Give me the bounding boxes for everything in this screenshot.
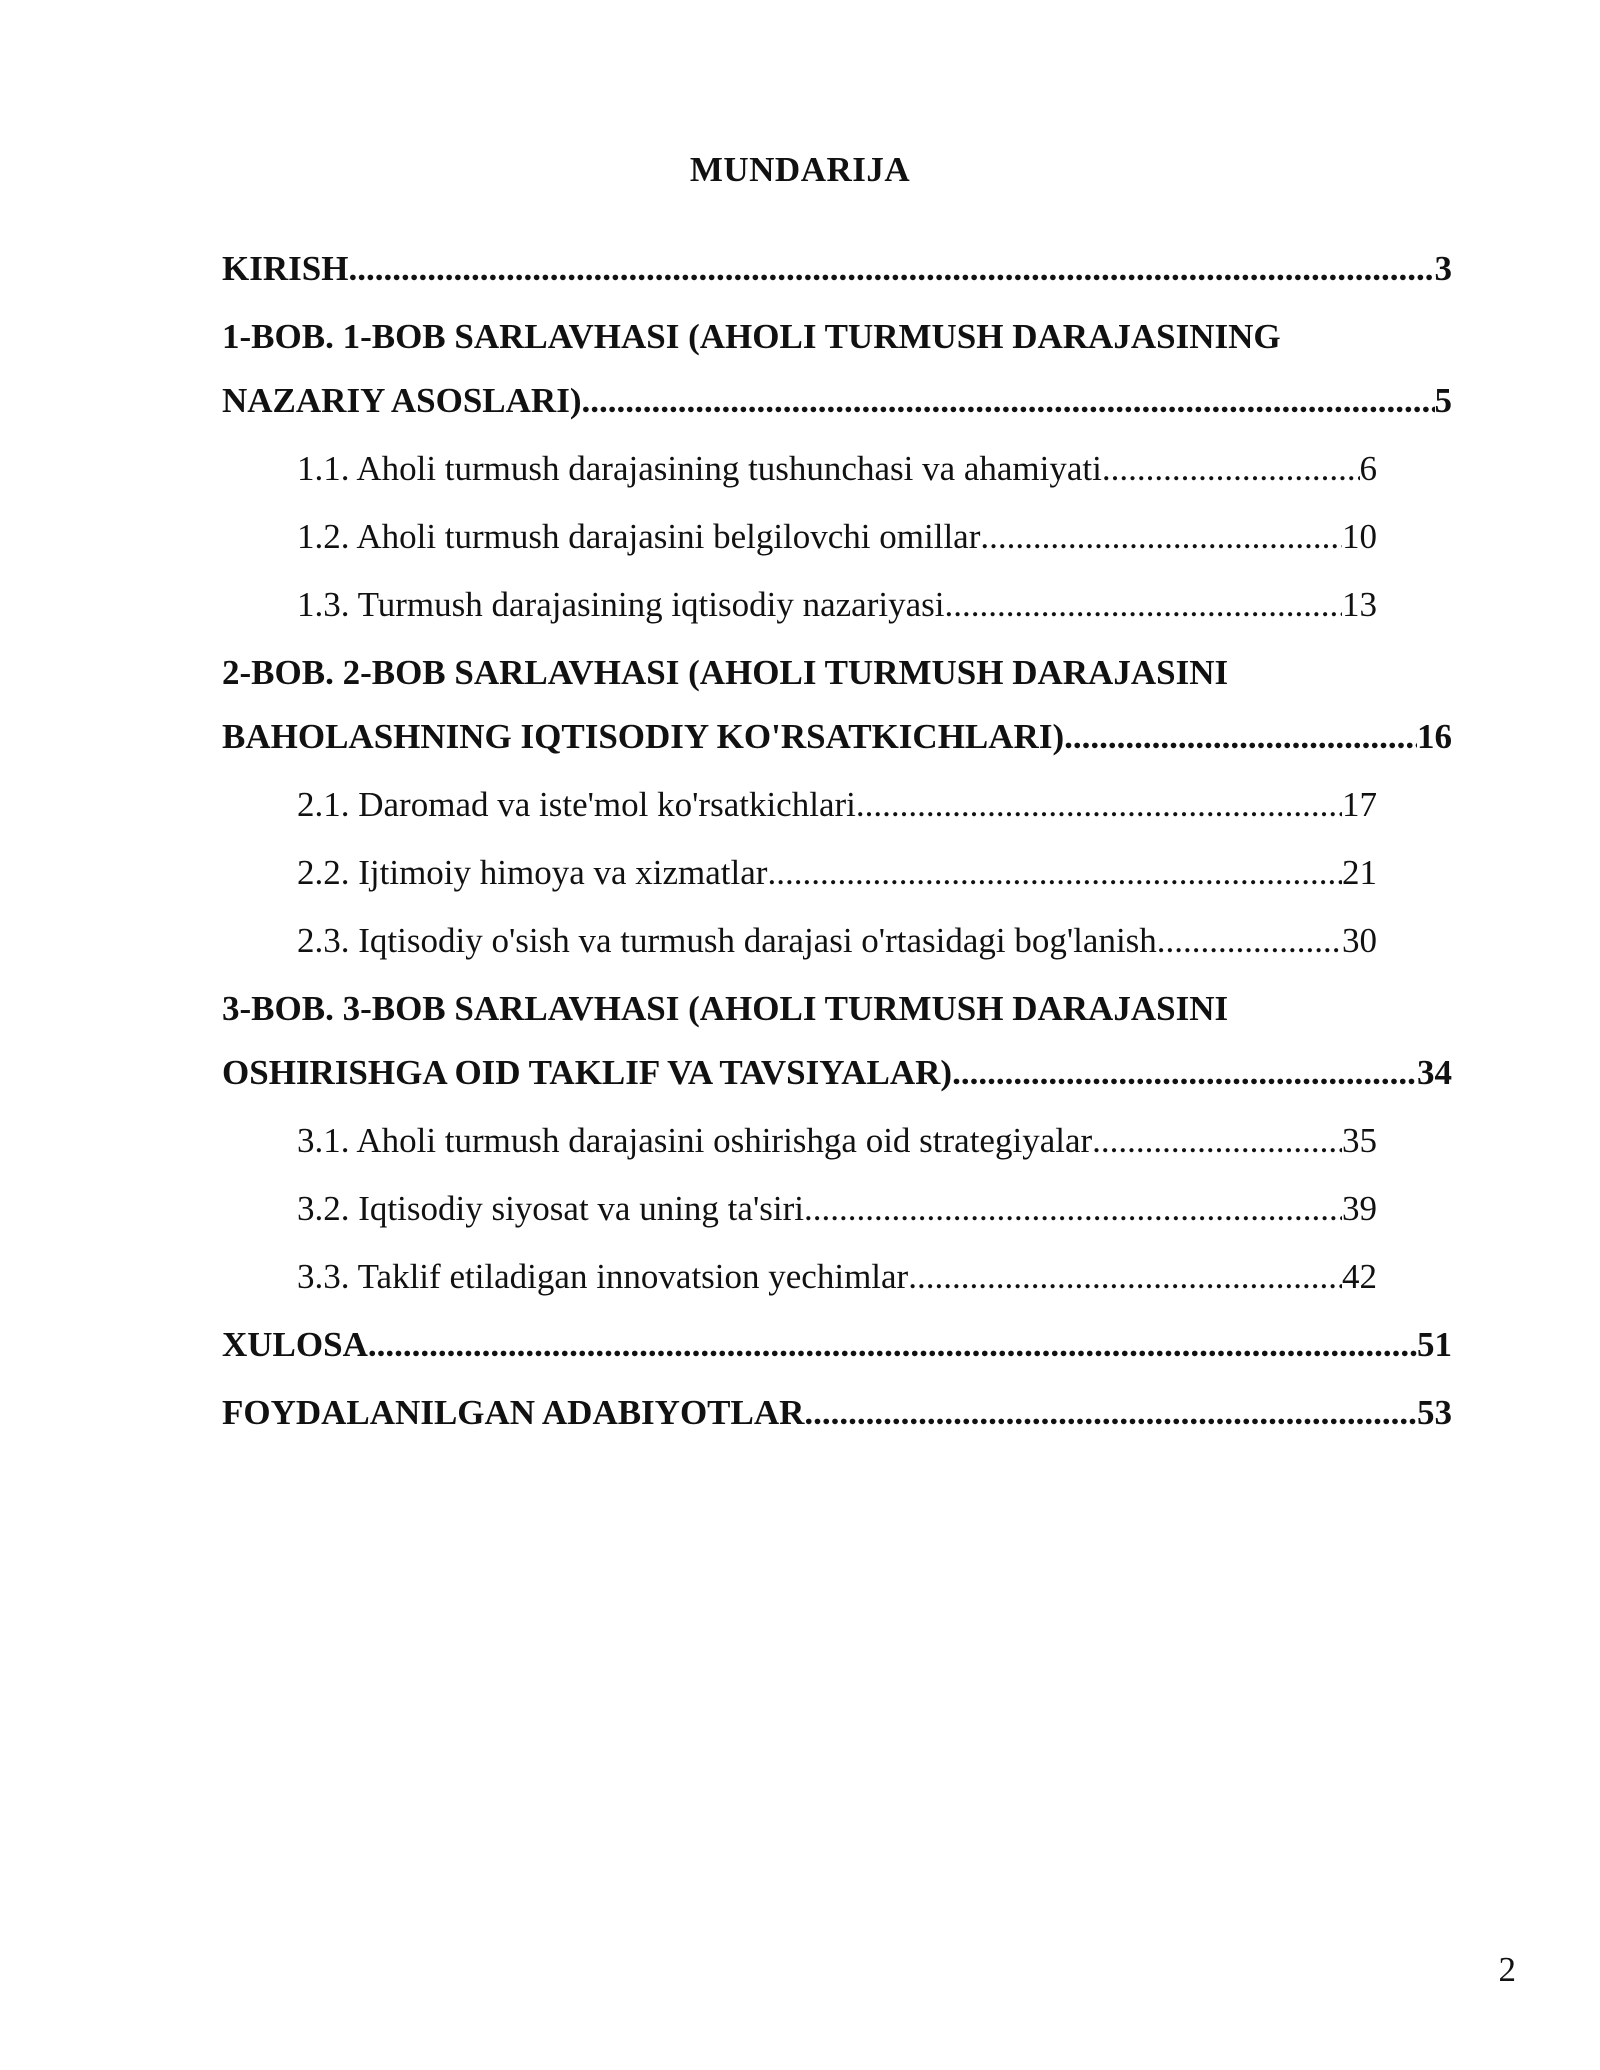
toc-entry-3-3[interactable] [222,1245,1377,1309]
toc-entry-xulosa[interactable] [222,1313,1452,1377]
page-title: MUNDARIJA [689,150,911,189]
toc-entry-label: 1.3. Turmush darajasining iqtisodiy nazariyasi [297,585,945,624]
toc-page-number: 35 [1342,1121,1377,1160]
dot-leader [952,1041,1417,1105]
toc-entry-label: 2.1. Daromad va iste'mol ko'rsatkichlari [297,785,856,824]
toc-entry-label: KIRISH [222,249,349,288]
dot-leader [804,1177,1342,1241]
toc-entry-chapter-3[interactable] [222,977,1452,1105]
toc-entry-3-1[interactable] [222,1109,1377,1173]
toc-page-number: 17 [1342,785,1377,824]
toc-entry-chapter-1[interactable] [222,305,1452,433]
toc-page-number: 10 [1342,517,1377,556]
toc-entry-label: 2.3. Iqtisodiy o'sish va turmush darajasi o'rtasidagi bog'lanish [297,921,1157,960]
toc-entry-adabiyotlar[interactable] [222,1381,1452,1445]
toc-entry-chapter-2[interactable] [222,641,1452,769]
toc-page-number: 5 [1434,381,1452,420]
toc-entry-label: 3.3. Taklif etiladigan innovatsion yechimlar [297,1257,909,1296]
toc-entry-label-line2: OSHIRISHGA OID TAKLIF VA TAVSIYALAR) [222,1053,953,1092]
dot-leader [368,1313,1417,1377]
dot-leader [348,237,1434,301]
toc-entry-3-2[interactable] [222,1177,1377,1241]
toc-page-number: 13 [1342,585,1377,624]
dot-leader [1092,1109,1342,1173]
toc-page-number: 34 [1417,1053,1452,1092]
toc-entry-kirish[interactable] [222,237,1452,301]
toc-entry-label: XULOSA [222,1325,368,1364]
toc-page-number: 39 [1342,1189,1377,1228]
dot-leader [908,1245,1342,1309]
toc-entry-1-3[interactable] [222,573,1377,637]
toc-entry-label: 1.2. Aholi turmush darajasini belgilovchi omillar [297,517,981,556]
toc-entry-2-1[interactable] [222,773,1377,837]
toc-page-number: 30 [1342,921,1377,960]
toc-page-number: 3 [1434,249,1452,288]
dot-leader [804,1381,1417,1445]
toc-entry-label: 3.1. Aholi turmush darajasini oshirishga oid strategiyalar [297,1121,1093,1160]
toc-entry-1-2[interactable] [222,505,1377,569]
toc-page-number: 53 [1417,1393,1452,1432]
toc-entry-label: FOYDALANILGAN ADABIYOTLAR [222,1393,805,1432]
dot-leader [980,505,1342,569]
dot-leader [944,573,1342,637]
toc-entry-label-line1: 3-BOB. 3-BOB SARLAVHASI (AHOLI TURMUSH DARAJASINI [222,989,1229,1028]
toc-entry-1-1[interactable] [222,437,1377,501]
dot-leader [1157,909,1342,973]
dot-leader [1102,437,1360,501]
toc-entry-label: 2.2. Ijtimoiy himoya va xizmatlar [297,853,768,892]
toc-page-number: 16 [1417,717,1452,756]
toc-entry-label-line2: BAHOLASHNING IQTISODIY KO'RSATKICHLARI) [222,717,1065,756]
toc-entry-label-line1: 2-BOB. 2-BOB SARLAVHASI (AHOLI TURMUSH DARAJASINI [222,653,1229,692]
dot-leader [767,841,1342,905]
footer-page-number: 2 [1498,1950,1516,1989]
table-of-contents [222,237,1452,1445]
toc-page-number: 51 [1417,1325,1452,1364]
toc-entry-label: 3.2. Iqtisodiy siyosat va uning ta'siri [297,1189,804,1228]
dot-leader [581,369,1434,433]
toc-page-number: 6 [1359,449,1377,488]
toc-entry-2-3[interactable] [222,909,1377,973]
toc-entry-label-line2: NAZARIY ASOSLARI) [222,381,582,420]
toc-page-number: 21 [1342,853,1377,892]
toc-page-number: 42 [1342,1257,1377,1296]
toc-entry-label: 1.1. Aholi turmush darajasining tushunchasi va ahamiyati [297,449,1102,488]
dot-leader [1064,705,1417,769]
toc-entry-2-2[interactable] [222,841,1377,905]
dot-leader [856,773,1342,837]
toc-entry-label-line1: 1-BOB. 1-BOB SARLAVHASI (AHOLI TURMUSH DARAJASINING [222,317,1281,356]
